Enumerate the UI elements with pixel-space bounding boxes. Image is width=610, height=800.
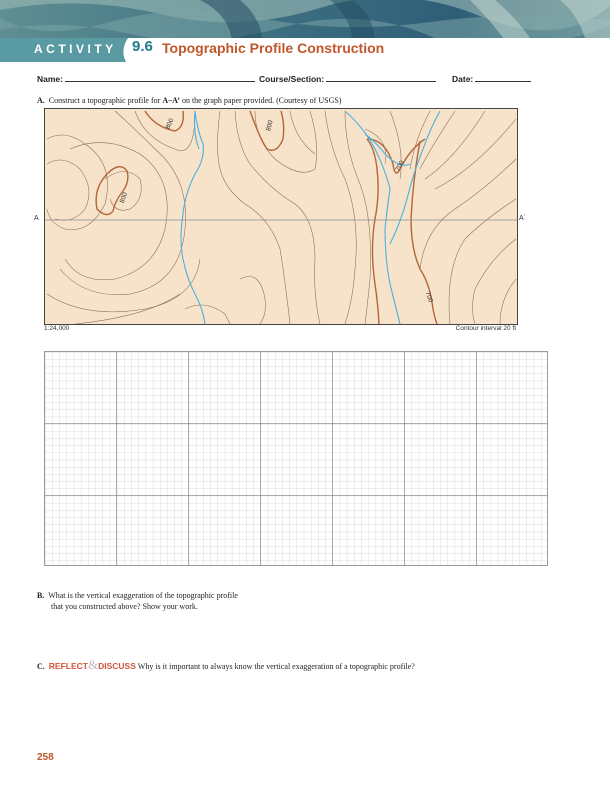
marker-a: A <box>34 215 39 222</box>
name-label: Name: <box>37 74 63 84</box>
question-c-text: Why is it important to always know the vertical exaggeration of a topographic profile? <box>135 662 415 671</box>
contour-label: 800 <box>265 119 275 132</box>
reflect-label: REFLECT <box>48 661 88 671</box>
question-a <box>37 95 341 106</box>
map-scale: 1:24,000 <box>44 325 70 332</box>
contour-label: 800 <box>118 191 130 205</box>
date-label: Date: <box>452 74 474 84</box>
question-a-text-before: Construct a topographic profile for <box>48 96 163 105</box>
activity-number: 9.6 <box>132 38 153 55</box>
page-title: Topographic Profile Construction <box>162 40 385 56</box>
question-b <box>37 590 238 612</box>
course-line[interactable] <box>326 73 436 82</box>
date-line[interactable] <box>475 73 531 82</box>
question-b-line1: What is the vertical exaggeration of the topographic profile <box>48 591 238 600</box>
question-b-letter: B. <box>37 591 45 600</box>
contour-label: 700 <box>423 290 434 304</box>
name-field[interactable] <box>37 73 255 84</box>
question-a-text-after: on the graph paper provided. (Courtesy of USGS) <box>179 96 342 105</box>
course-label: Course/Section: <box>259 74 325 84</box>
activity-label: ACTIVITY <box>34 42 117 56</box>
contour-map <box>45 109 517 324</box>
question-b-line2: that you constructed above? Show your work. <box>51 602 198 611</box>
page-number: 258 <box>37 752 54 763</box>
course-field[interactable] <box>259 73 436 84</box>
question-a-letter: A. <box>37 96 45 105</box>
marker-a-prime: A´ <box>519 215 526 222</box>
question-c-letter: C. <box>37 662 45 671</box>
question-a-section: A–A’ <box>162 96 180 105</box>
student-fields <box>37 73 577 87</box>
graph-paper[interactable] <box>44 351 548 566</box>
contour-label: 700 <box>394 159 406 173</box>
contour-label: 800 <box>164 117 176 131</box>
name-line[interactable] <box>65 73 255 82</box>
streams <box>181 111 440 324</box>
ampersand-glyph: & <box>87 657 99 672</box>
topographic-map <box>44 108 518 325</box>
contour-interval: Contour interval 20 ft <box>455 325 516 332</box>
date-field[interactable] <box>452 73 531 84</box>
discuss-label: DISCUSS <box>98 661 136 671</box>
question-c <box>37 659 415 672</box>
